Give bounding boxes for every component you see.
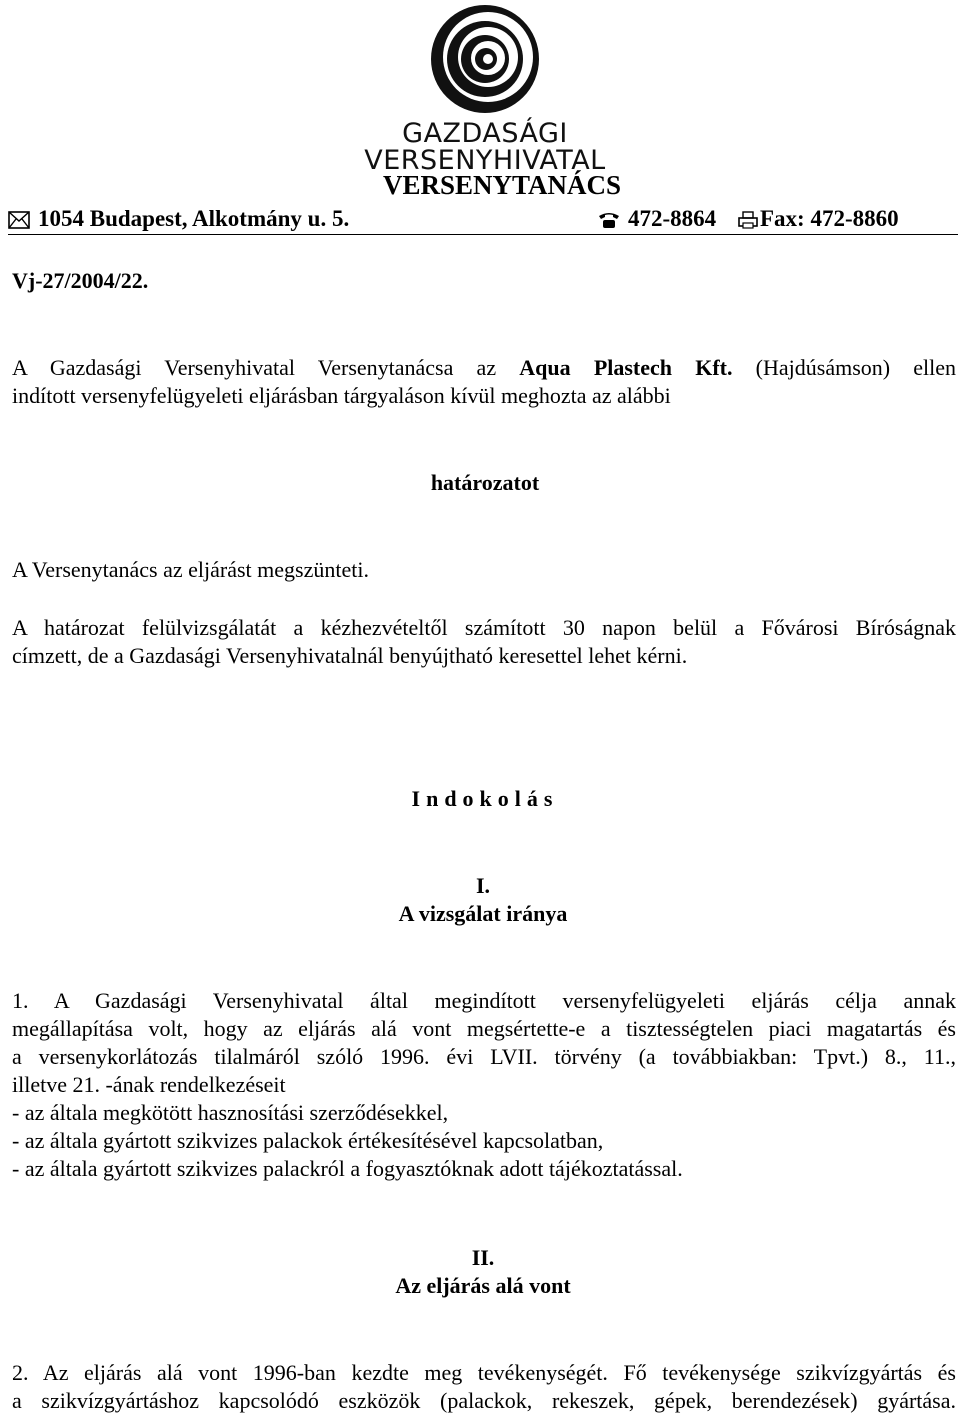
intro-line-2: indított versenyfelügyeleti eljárásban tárgyaláson kívül meghozta az alábbi xyxy=(12,383,671,408)
telephone-icon xyxy=(598,211,620,229)
section-1-title: A vizsgálat iránya xyxy=(398,901,568,926)
paragraph-line: megállapítása volt, hogy az eljárás alá vont megsértette-e a tisztességtelen piaci magatartás és xyxy=(12,1016,956,1041)
spiral-logo-icon xyxy=(430,2,540,117)
case-number: Vj-27/2004/22. xyxy=(12,268,149,293)
contact-bar xyxy=(8,204,904,235)
reasoning-heading: Indokolás xyxy=(411,786,559,811)
address-text: 1054 Budapest, Alkotmány u. 5. xyxy=(38,206,350,231)
address-block xyxy=(8,206,349,232)
phone-text: 472-8864 xyxy=(628,206,717,231)
bullet-item: - az általa gyártott szikvizes palackok értékesítésével kapcsolatban, xyxy=(12,1128,604,1153)
logo-line-2: VERSENYHIVATAL xyxy=(364,145,606,176)
intro-text-b: (Hajdúsámson) ellen xyxy=(732,355,957,380)
paragraph-line: 2. Az eljárás alá vont 1996-ban kezdte meg tevékenységét. Fő tevékenysége szikvízgyártás és xyxy=(12,1360,956,1385)
party-name: Aqua Plastech Kft. xyxy=(519,355,733,380)
intro-text-a: A Gazdasági Versenyhivatal Versenytanácsa az xyxy=(12,355,520,380)
council-name: VERSENYTANÁCS xyxy=(382,170,622,200)
fax-machine-icon xyxy=(738,211,758,229)
paragraph-line: illetve 21. -ának rendelkezéseit xyxy=(12,1072,286,1097)
section-2-title: Az eljárás alá vont xyxy=(395,1273,571,1298)
header-rule xyxy=(904,234,958,235)
bullet-item: - az általa megkötött hasznosítási szerződésekkel, xyxy=(12,1100,449,1125)
logo-line-1: GAZDASÁGI xyxy=(402,118,568,149)
fax-block xyxy=(738,206,899,232)
fax-text: Fax: 472-8860 xyxy=(760,206,899,231)
appeal-line-1: A határozat felülvizsgálatát a kézhezvételtől számított 30 napon belül a Fővárosi Bíróságnak xyxy=(12,615,956,640)
section-2-paragraph xyxy=(12,1359,956,1415)
section-1-paragraph xyxy=(12,987,956,1183)
phone-block xyxy=(598,206,716,232)
paragraph-line: a versenykorlátozás tilalmáról szóló 1996. évi LVII. törvény (a továbbiakban: Tpvt.) 8., 11., xyxy=(12,1044,956,1069)
envelope-icon xyxy=(8,211,30,229)
section-1-number: I. xyxy=(475,873,491,898)
paragraph-line: 1. A Gazdasági Versenyhivatal által megindított versenyfelügyeleti eljárás célja annak xyxy=(12,988,956,1013)
paragraph-line: a szikvízgyártáshoz kapcsolódó eszközök (palackok, rekeszek, gépek, berendezések) gyártása. xyxy=(12,1388,956,1413)
decision-heading: határozatot xyxy=(430,470,540,495)
section-2-number: II. xyxy=(471,1245,495,1270)
bullet-item: - az általa gyártott szikvizes palackról a fogyasztóknak adott tájékoztatással. xyxy=(12,1156,683,1181)
decision-text: A Versenytanács az eljárást megszünteti. xyxy=(12,557,369,582)
appeal-line-2: címzett, de a Gazdasági Versenyhivatalnál benyújtható keresettel lehet kérni. xyxy=(12,643,688,668)
intro-line-1 xyxy=(12,354,956,382)
